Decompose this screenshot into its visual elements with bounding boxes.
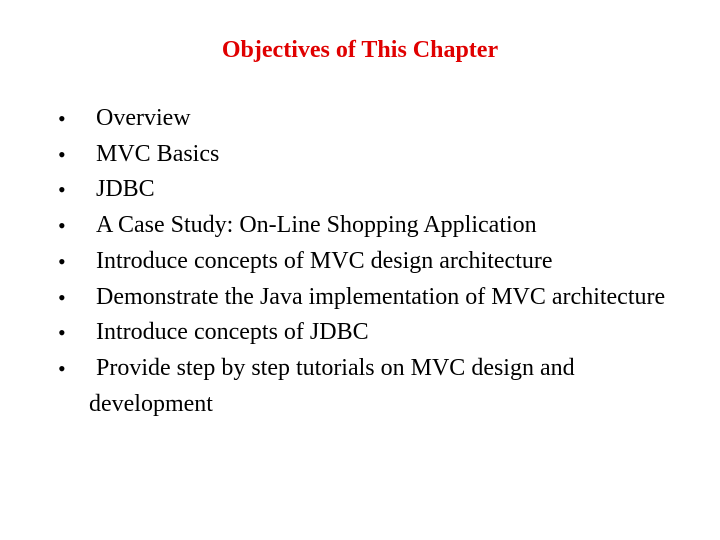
bullet-dot: •	[58, 355, 66, 381]
bullet-list	[58, 101, 698, 422]
bullet-item	[58, 315, 698, 351]
bullet-dot: •	[58, 248, 66, 274]
bullet-item	[58, 280, 698, 316]
bullet-text: MVC Basics	[96, 140, 220, 167]
bullet-text: Introduce concepts of JDBC	[96, 319, 369, 346]
bullet-dot: •	[58, 213, 66, 239]
bullet-text: Overview	[96, 105, 191, 131]
bullet-text: Introduce concepts of MVC design architecture	[96, 247, 553, 274]
bullet-dot: •	[58, 141, 66, 167]
bullet-text: JDBC	[96, 176, 155, 203]
bullet-item	[58, 172, 698, 208]
bullet-item	[58, 101, 698, 137]
bullet-dot: •	[58, 284, 66, 310]
bullet-text: Demonstrate the Java implementation of MVC architecture	[96, 283, 666, 310]
bullet-text: A Case Study: On-Line Shopping Application	[96, 212, 537, 239]
bullet-item	[58, 208, 698, 244]
slide-title: Objectives of This Chapter	[221, 37, 499, 63]
bullet-item	[58, 137, 698, 173]
bullet-text: Provide step by step tutorials on MVC design and development	[89, 354, 575, 417]
bullet-item	[58, 244, 698, 280]
bullet-dot: •	[58, 177, 66, 203]
bullet-dot: •	[58, 320, 66, 346]
bullet-dot: •	[58, 106, 66, 131]
bullet-item	[58, 351, 698, 422]
